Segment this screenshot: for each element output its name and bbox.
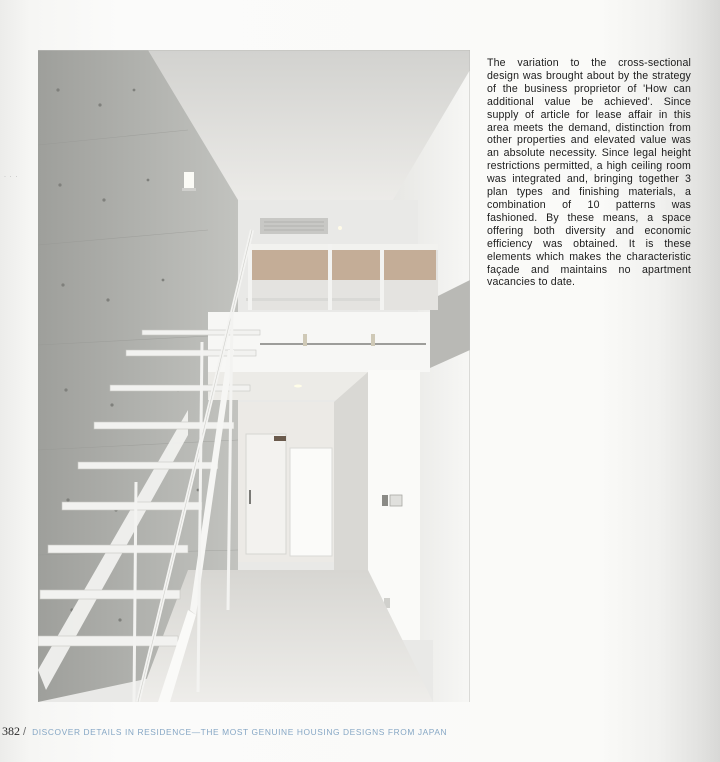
- loft-wood-strip: [248, 250, 436, 280]
- side-door: [290, 448, 332, 556]
- entry-door: [246, 434, 286, 554]
- loft-guard-rail: [246, 298, 382, 301]
- book-title: DISCOVER DETAILS IN RESIDENCE—THE MOST GENUINE HOUSING DESIGNS FROM JAPAN: [32, 727, 448, 737]
- scan-speckle: · · ·: [4, 174, 19, 180]
- interior-photo: [38, 50, 470, 702]
- page-footer: [2, 724, 447, 740]
- wall-light: [184, 172, 194, 188]
- page-number: 382: [2, 724, 20, 738]
- interior-illustration: [38, 50, 470, 702]
- footer-separator: /: [23, 726, 27, 738]
- body-text: The variation to the cross-sectional design was brought about by the strategy of the business proprietor of 'How can additional value be achieved'. Since supply of article for lease affair in this area meets the demand, distinction from other properties and elevated value was an absolute necessity. Since legal height restrictions permitted, a high ceiling room was integrated and, bringing together 3 plan types and finishing materials, a combination of 10 patterns was fashioned. By these means, a space offering both diversity and economic efficiency was obtained. It is these elements which makes the characteristic façade and maintains no apartment vacancies to date.: [487, 57, 691, 289]
- mezzanine-slab: [208, 312, 430, 372]
